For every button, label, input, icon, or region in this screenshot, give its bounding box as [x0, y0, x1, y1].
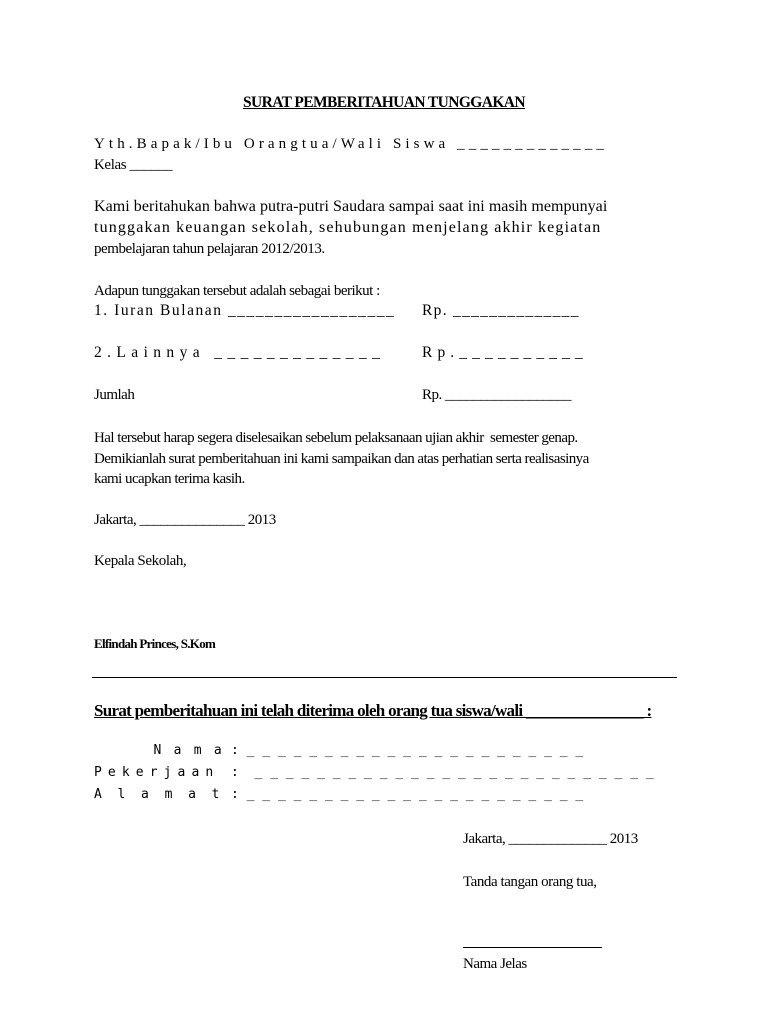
- letter-place-date: Jakarta, _______________ 2013: [94, 512, 276, 528]
- cut-divider: [92, 677, 677, 678]
- addressee-line: Yth.Bapak/Ibu Orangtua/Wali Siswa _____________: [94, 136, 608, 152]
- closing-line-3: kami ucapkan terima kasih.: [94, 471, 245, 487]
- receipt-field-value: : _ _ _ _ _ _ _ _ _ _ _ _ _ _ _ _ _ _ _ _ _ _: [231, 743, 584, 758]
- receipt-field-value: : _ _ _ _ _ _ _ _ _ _ _ _ _ _ _ _ _ _ _ _ _ _ _ _ _ _: [231, 765, 654, 780]
- signer-name: Elfindah Princes, S.Kom: [94, 636, 216, 651]
- closing-line-2: Demikianlah surat pemberitahuan ini kami sampaikan dan atas perhatian serta realisasinya: [94, 451, 589, 467]
- arrears-total-label: Jumlah: [94, 387, 135, 403]
- body-line-3: pembelajaran tahun pelajaran 2012/2013.: [94, 241, 325, 257]
- closing-line-1: Hal tersebut harap segera diselesaikan sebelum pelaksanaan ujian akhir semester genap.: [94, 430, 578, 446]
- receipt-field-value: : _ _ _ _ _ _ _ _ _ _ _ _ _ _ _ _ _ _ _ _ _ _: [231, 787, 584, 802]
- signer-title: Kepala Sekolah,: [94, 553, 187, 569]
- arrears-total-amount: Rp. __________________: [422, 387, 572, 403]
- receipt-field-label: Nama: [153, 743, 234, 758]
- class-line: Kelas ______: [94, 157, 173, 173]
- body-line-1: Kami beritahukan bahwa putra-putri Saudara sampai saat ini masih mempunyai: [94, 198, 608, 215]
- signature-caption: Tanda tangan orang tua,: [463, 874, 597, 890]
- body-line-2: tunggakan keuangan sekolah, sehubungan menjelang akhir kegiatan: [94, 219, 602, 236]
- name-caption: Nama Jelas: [463, 956, 527, 972]
- arrears-item-amount: Rp. ______________: [422, 302, 580, 319]
- arrears-item-label: 2.Lainnya _____________: [94, 344, 386, 361]
- arrears-intro: Adapun tunggakan tersebut adalah sebagai berikut :: [94, 283, 380, 299]
- signature-line: [463, 947, 602, 948]
- receipt-heading: Surat pemberitahuan ini telah diterima oleh orang tua siswa/wali _______________ :: [94, 701, 652, 720]
- arrears-item-label: 1. Iuran Bulanan __________________: [94, 302, 396, 319]
- receipt-place-date: Jakarta, ______________ 2013: [463, 831, 638, 847]
- receipt-field-label: Pekerjaan: [94, 765, 220, 780]
- arrears-item-amount: Rp.__________: [422, 344, 588, 361]
- receipt-field-label: Alamat: [94, 787, 236, 802]
- letter-title: SURAT PEMBERITAHUAN TUNGGAKAN: [242, 94, 525, 111]
